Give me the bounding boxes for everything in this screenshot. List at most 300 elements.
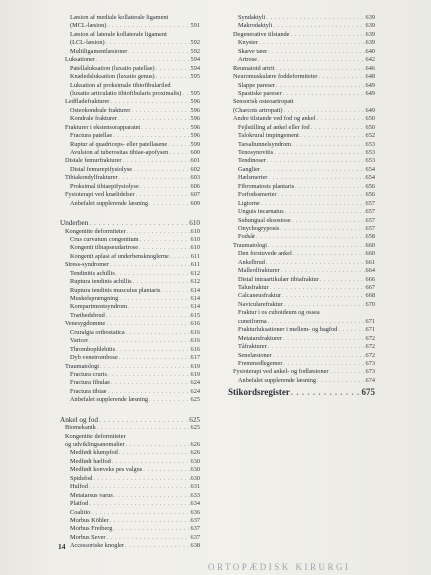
toc-entry-title: Læsion af laterale kollaterale ligament [70, 30, 167, 38]
toc-page-number: 656 [365, 182, 375, 190]
toc-entry [60, 261, 200, 269]
dot-leader [110, 261, 190, 269]
toc-entry [60, 475, 200, 483]
toc-entry-title: Ankelbrud [238, 258, 265, 266]
toc-entry [228, 242, 375, 250]
toc-entry-title: og udviklingsanomalier [65, 441, 125, 448]
toc-entry [60, 441, 200, 449]
dot-leader [282, 292, 365, 300]
toc-entry [60, 73, 200, 81]
toc-entry-title: Ruptur af quadriceps- eller patellasene [70, 140, 168, 148]
toc-entry [228, 377, 375, 385]
toc-page-number: 595 [190, 89, 200, 97]
toc-entry [228, 352, 375, 360]
toc-entry-title: Varicer [70, 337, 89, 345]
running-footer: ORTOPÆDISK KIRURGI [208, 562, 351, 572]
toc-entry-title: Reumatoid artrit [233, 64, 275, 72]
toc-page-number: 638 [190, 542, 200, 550]
dot-leader [107, 22, 189, 30]
toc-right-column [228, 14, 375, 399]
toc-page-number: 672 [365, 343, 375, 351]
toc-entry [228, 267, 375, 275]
toc-page-number: 612 [190, 278, 200, 286]
toc-entry-title: Fejlstilling af ankel eller fod [238, 123, 310, 131]
toc-entry-title: Luksationer [65, 56, 96, 64]
toc-entry [60, 388, 200, 396]
dot-leader [268, 48, 364, 56]
toc-entry [228, 309, 375, 317]
toc-entry [60, 371, 200, 379]
toc-entry-title: Calcaneusfraktur [238, 292, 282, 300]
toc-entry-title: Patellaluksation (luxatio patellae) [70, 64, 155, 72]
toc-entry [60, 157, 200, 165]
toc-page-number: 592 [190, 47, 200, 55]
toc-entry-title: Proksimal tibiaepifysiolyse [70, 182, 139, 190]
toc-entry-title: Fractura tibiae [70, 387, 107, 395]
toc-entry [60, 236, 200, 244]
toc-entry [228, 166, 375, 174]
dot-leader [112, 458, 190, 466]
toc-page-number: 637 [190, 533, 200, 541]
toc-page-number: 600 [190, 149, 200, 156]
dot-leader [291, 385, 361, 399]
toc-entry-title: Frakturluksationer i mellem- og bagfod [238, 326, 338, 334]
toc-entry-title: Kompartmentsyndrom [70, 303, 128, 311]
toc-entry [228, 31, 375, 39]
toc-entry [228, 132, 375, 140]
toc-page-number: 657 [365, 199, 375, 207]
toc-entry-title: Hulfod [70, 483, 88, 491]
toc-page-number: 674 [365, 376, 375, 384]
toc-entry [60, 396, 200, 404]
dot-leader [97, 424, 190, 432]
dot-leader [125, 542, 190, 550]
toc-entry-title: Coalitio [70, 508, 91, 516]
toc-entry-title: Talusfraktur [238, 284, 269, 291]
toc-entry [60, 303, 200, 311]
toc-page-number: 664 [365, 267, 375, 275]
toc-entry-title: Fysioterapi ved ankel- og fodlæsioner [233, 368, 329, 376]
toc-page-number: 611 [190, 261, 200, 269]
dot-leader [320, 276, 365, 284]
section-spacer [60, 405, 200, 416]
toc-entry-title: Morbus Sever [70, 533, 106, 541]
toc-entry-title: Metatarsus varus [70, 491, 113, 499]
toc-entry-title: Talokrural impingement [238, 132, 299, 140]
toc-entry [60, 295, 200, 303]
toc-entry-title: Stikordsregister [228, 387, 290, 398]
toc-entry [60, 483, 200, 491]
toc-entry [60, 346, 200, 354]
toc-entry-title: Subungual eksostose [238, 216, 291, 224]
toc-entry-title: Medfødt klumpfod [70, 449, 118, 457]
dot-leader [258, 56, 365, 64]
toc-entry-title: Frakturer i ekstensorapparatet [65, 123, 141, 131]
toc-page-number: 612 [190, 269, 200, 277]
toc-entry-title: Fodsår [238, 233, 256, 241]
toc-page-number: 601 [190, 157, 200, 165]
toc-entry [60, 183, 200, 191]
toc-page-number: 660 [365, 250, 375, 258]
dot-leader [119, 354, 190, 362]
toc-entry-title: Den forstuvede ankel [238, 250, 292, 258]
toc-entry [228, 284, 375, 292]
dot-leader [107, 534, 190, 542]
toc-page-number: 648 [365, 73, 375, 81]
toc-page-number: 607 [190, 191, 200, 199]
toc-entry [228, 73, 375, 81]
toc-page-number: 610 [190, 244, 200, 252]
toc-entry-title: Ruptura tendinis achillis [70, 278, 132, 286]
toc-entry-title: Accessoriske knogler [70, 542, 125, 550]
toc-entry [228, 90, 375, 98]
toc-entry [228, 124, 375, 132]
toc-entry [60, 200, 200, 208]
toc-entry [60, 466, 200, 474]
toc-entry [228, 149, 375, 157]
dot-leader [89, 337, 189, 345]
toc-entry [60, 39, 200, 47]
toc-entry [228, 335, 375, 343]
toc-entry-title: Tåfrakturer [238, 343, 267, 351]
dot-leader [116, 270, 190, 278]
toc-entry [60, 107, 200, 115]
toc-page-number: 631 [190, 483, 200, 491]
toc-page-number: 666 [365, 275, 375, 283]
dot-leader [283, 335, 364, 343]
dot-leader [122, 157, 189, 165]
toc-entry-title: Kondrale frakturer [70, 115, 118, 123]
toc-entry [228, 191, 375, 199]
toc-entry [228, 14, 375, 22]
toc-page-number: 668 [365, 292, 375, 300]
dot-leader [149, 396, 190, 404]
toc-page-number: 673 [365, 359, 375, 367]
toc-entry [60, 320, 200, 328]
toc-entry [60, 278, 200, 286]
toc-entry [60, 433, 200, 441]
toc-entry-title: Spastiske pareser [238, 89, 282, 97]
toc-entry-title: Fysioterapi ved knælidelser [65, 191, 135, 199]
dot-leader [131, 107, 189, 115]
dot-leader [261, 166, 365, 174]
toc-page-number: 636 [190, 508, 200, 516]
toc-entry [228, 82, 375, 90]
dot-leader [170, 253, 190, 261]
toc-page-number: 673 [365, 368, 375, 376]
toc-page-number: 596 [190, 98, 200, 106]
dot-leader [259, 39, 365, 47]
toc-page-number: 639 [365, 30, 375, 38]
toc-entry-title: Tibiakondylfrakturer [65, 174, 118, 182]
toc-entry-title: Ankel og fod [60, 415, 98, 424]
toc-entry [228, 250, 375, 258]
toc-entry [60, 90, 200, 98]
toc-page-number: 614 [190, 295, 200, 302]
toc-entry [228, 48, 375, 56]
toc-entry-title: Sensorisk osteoartropati [233, 98, 294, 106]
toc-page-number: 637 [190, 525, 200, 533]
dot-leader [100, 363, 189, 371]
toc-entry [60, 174, 200, 182]
dot-leader [300, 132, 365, 140]
toc-entry [60, 14, 200, 22]
toc-entry [228, 107, 375, 115]
toc-entry-title: Traumatologi [65, 362, 100, 370]
dot-leader [283, 360, 364, 368]
toc-entry-title: (Charcots artropati) [233, 106, 283, 114]
dot-leader [316, 115, 364, 123]
toc-entry-title: Fibromatosis plantaris [238, 182, 295, 190]
dot-leader [116, 346, 189, 354]
toc-page-number: 672 [365, 334, 375, 342]
toc-entry-title: Distal femurepifysiolyse [70, 165, 133, 173]
toc-entry [228, 141, 375, 149]
toc-entry [60, 191, 200, 199]
toc-entry-title: Distale femurfrakturer [65, 157, 122, 165]
toc-page-number: 625 [190, 396, 200, 404]
toc-entry-title: Underben [60, 219, 89, 228]
toc-page-number: 596 [190, 132, 200, 140]
dot-leader [266, 14, 364, 22]
toc-entry-title: Fractura cruris [70, 370, 107, 378]
toc-entry-title: Metatarsfrakturer [238, 334, 283, 342]
toc-page-number: 592 [190, 39, 200, 47]
toc-page-number: 672 [365, 351, 375, 359]
dot-leader [169, 149, 189, 157]
toc-page-number: 653 [365, 149, 375, 156]
toc-entry-title: Morbus Freiberg [70, 525, 113, 533]
toc-entry-title: Hælsmerter [238, 174, 268, 182]
toc-page-number: 610 [190, 235, 200, 243]
toc-entry-title: Distal intraartikulær tibiafraktur [238, 275, 319, 283]
dot-leader [268, 242, 364, 250]
toc-page-number: 609 [190, 199, 200, 207]
toc-entry [60, 132, 200, 140]
toc-page-number: 596 [190, 115, 200, 123]
dot-leader [126, 329, 190, 337]
toc-entry-title: Kongenit tibiapseudartrose [70, 244, 139, 252]
dot-leader [128, 48, 189, 56]
toc-entry-title: Fractura fibulae [70, 379, 111, 387]
dot-leader [168, 141, 189, 149]
toc-entry [228, 276, 375, 284]
section-spacer [60, 208, 200, 219]
toc-entry-title: Knæledsluksation (luxatio genus) [70, 73, 155, 81]
toc-entry-title: Dyb venetrombose [70, 354, 118, 362]
toc-entry-title: Fremmedlegemer [238, 359, 283, 367]
toc-page-number: 596 [190, 123, 200, 131]
toc-entry [228, 65, 375, 73]
toc-entry [228, 39, 375, 47]
toc-entry [60, 124, 200, 132]
toc-page-number: 654 [365, 165, 375, 173]
toc-page-number: 599 [190, 140, 200, 148]
toc-entry-title: Senelæsioner [238, 351, 272, 359]
dot-leader [274, 149, 364, 157]
dot-leader [89, 500, 189, 508]
dot-leader [140, 236, 190, 244]
toc-page-number: 610 [190, 227, 200, 235]
toc-entry-title: Artrose [238, 56, 257, 64]
toc-entry-title: Medfødt hælfod [70, 457, 111, 465]
toc-entry-title: (MCL-læsion) [70, 22, 107, 30]
toc-entry [60, 65, 200, 73]
toc-page-number: 594 [190, 56, 200, 64]
toc-page-number: 649 [365, 106, 375, 114]
toc-page-number: 619 [190, 370, 200, 378]
toc-entry-title: Morbus Köhler [70, 516, 109, 524]
toc-entry [60, 424, 200, 432]
toc-page-number: 625 [190, 424, 200, 432]
dot-leader [317, 377, 365, 385]
toc-entry [60, 253, 200, 261]
toc-page-number: 637 [190, 516, 200, 524]
toc-entry [228, 56, 375, 64]
toc-page-number: 640 [365, 47, 375, 55]
toc-entry [60, 509, 200, 517]
toc-page-number: 649 [365, 81, 375, 89]
toc-page-number: 630 [190, 466, 200, 474]
dot-leader [292, 141, 364, 149]
toc-entry-title: Læsion af mediale kollaterale ligament [70, 14, 169, 21]
toc-entry-title: Platfod [70, 500, 89, 508]
dot-leader [290, 31, 364, 39]
toc-page-number: 661 [365, 258, 375, 266]
dot-leader [261, 200, 365, 208]
toc-page-number: 649 [365, 89, 375, 97]
dot-leader [284, 301, 365, 309]
toc-page-number: 653 [365, 157, 375, 165]
toc-entry-title: Ruptura tendinis musculus plantaris [70, 286, 161, 294]
toc-page-number: 657 [365, 224, 375, 232]
toc-entry-title: Kongenit aplasi af underbensknoglerne [70, 252, 169, 260]
toc-entry [60, 141, 200, 149]
toc-entry [60, 115, 200, 123]
dot-leader [118, 115, 190, 123]
dot-leader [280, 225, 364, 233]
toc-section-heading [60, 416, 200, 424]
dot-leader [285, 208, 365, 216]
toc-entry [228, 233, 375, 241]
toc-page-number: 595 [190, 73, 200, 81]
toc-page-number: 625 [189, 415, 200, 424]
toc-page-number: 614 [190, 286, 200, 294]
toc-entry [228, 115, 375, 123]
toc-entry-title: cuneiforma [238, 317, 267, 325]
toc-entry-title: Venesygdomme [65, 320, 106, 328]
dot-leader [156, 65, 190, 73]
dot-leader [267, 157, 365, 165]
toc-entry-title: Forfodssmerter [238, 191, 277, 199]
toc-entry-title: Knyster [238, 39, 258, 47]
toc-entry [60, 517, 200, 525]
toc-entry-title: Crus curvatum congenitum [70, 235, 139, 243]
toc-entry [60, 312, 200, 320]
dot-leader [119, 449, 190, 457]
toc-entry-title: Tarsaltunnelsyndrom [238, 140, 292, 148]
toc-page-number: 634 [190, 500, 200, 508]
toc-entry-title: Anbefalet supplerende læsning [70, 199, 148, 207]
toc-page-number: 652 [365, 132, 375, 140]
dot-leader [256, 233, 364, 241]
toc-page-number: 603 [190, 174, 200, 182]
toc-entry [228, 343, 375, 351]
toc-page-number: 660 [365, 241, 375, 249]
toc-page-number: 650 [365, 123, 375, 131]
toc-section-heading [228, 385, 375, 399]
dot-leader [89, 219, 188, 227]
toc-entry-title: Unguis incarnatus [238, 208, 284, 216]
toc-page-number: 657 [365, 208, 375, 216]
toc-page-number: 602 [190, 165, 200, 173]
toc-entry-title: Anbefalet supplerende læsning [70, 396, 148, 404]
toc-page-number: 658 [365, 233, 375, 241]
dot-leader [127, 228, 190, 236]
toc-entry [60, 500, 200, 508]
toc-page-number: 670 [365, 300, 375, 308]
dot-leader [106, 320, 189, 328]
toc-entry [228, 183, 375, 191]
dot-leader [93, 475, 189, 483]
dot-leader [133, 166, 189, 174]
toc-page-number: 630 [190, 457, 200, 465]
toc-page-number: 626 [190, 441, 200, 448]
toc-page-number: 616 [190, 337, 200, 345]
dot-leader [268, 343, 365, 351]
toc-entry [60, 244, 200, 252]
toc-page-number: 633 [190, 491, 200, 499]
toc-entry-title: Kongenitte deformiteter [65, 432, 126, 440]
toc-entry-title: Makrodaktyli [238, 22, 273, 30]
dot-leader [128, 303, 190, 311]
toc-page-number: 630 [190, 474, 200, 482]
toc-entry-title: Traumatologi [233, 241, 268, 249]
toc-page-number: 650 [365, 115, 375, 123]
toc-page-number: 611 [190, 252, 200, 260]
toc-page-number: 642 [365, 56, 375, 64]
toc-entry [60, 48, 200, 56]
toc-page-number: 657 [365, 216, 375, 224]
toc-entry [60, 354, 200, 362]
toc-entry [228, 174, 375, 182]
dot-leader [283, 90, 365, 98]
toc-entry-title: Anbefalet supplerende læsning [238, 376, 316, 384]
toc-entry [228, 326, 375, 334]
toc-entry-title: Multiligamentlæsioner [70, 47, 128, 55]
toc-entry-title: Andre tilstande ved fod og ankel [233, 115, 316, 123]
dot-leader [110, 517, 190, 525]
toc-page-number: 619 [190, 362, 200, 370]
toc-entry [228, 301, 375, 309]
toc-page-number: 616 [190, 345, 200, 353]
toc-entry [60, 492, 200, 500]
toc-entry-title: Degenerative tilstande [233, 30, 290, 38]
toc-entry-title: Malleolfrakturer [238, 267, 280, 275]
toc-entry-title: Træthedsbrud [70, 311, 105, 319]
toc-page-number: 616 [190, 320, 200, 328]
toc-entry-title: Tendinitis achillis [70, 269, 115, 277]
toc-page-number: 639 [365, 22, 375, 30]
toc-entry [228, 292, 375, 300]
toc-entry [60, 525, 200, 533]
toc-entry-title: Stress-syndromer [65, 261, 110, 269]
dot-leader [182, 90, 189, 98]
dot-leader [106, 39, 190, 47]
toc-entry-title: Ledfladefrakturer [65, 98, 110, 106]
toc-entry [228, 318, 375, 326]
dot-leader [270, 284, 365, 292]
